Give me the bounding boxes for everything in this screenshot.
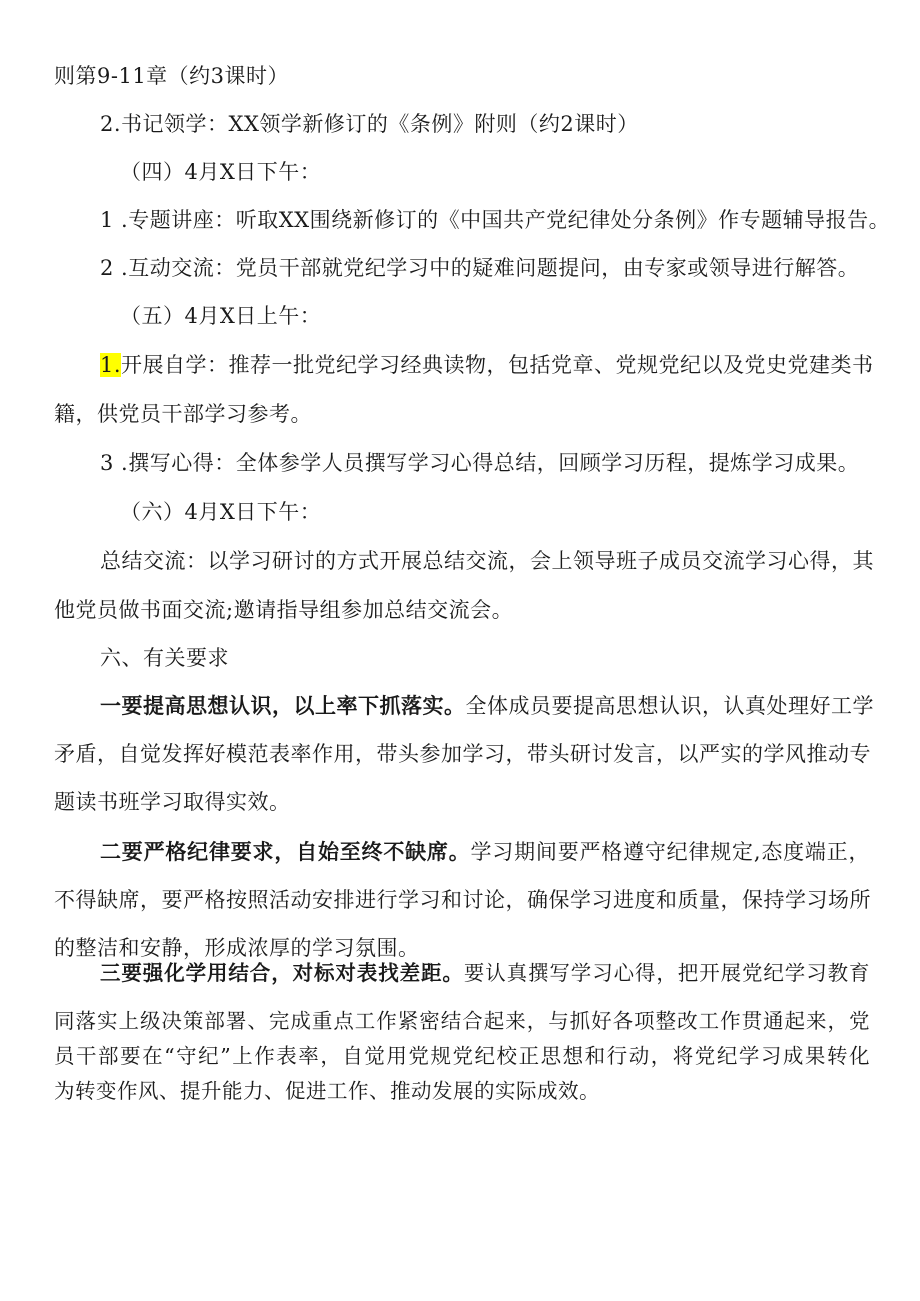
text-line: 总结交流：以学习研讨的方式开展总结交流，会上领导班子成员交流学习心得，其 bbox=[100, 549, 874, 573]
bold-lead: 二要严格纪律要求，自始至终不缺席。 bbox=[100, 839, 471, 864]
highlighted-text: 1. bbox=[100, 353, 122, 377]
text-line: 为转变作风、提升能力、促进工作、推动发展的实际成效。 bbox=[54, 1079, 600, 1103]
section-heading: （六）4月X日下午： bbox=[120, 500, 322, 524]
text-line: 2.书记领学：XX领学新修订的《条例》附则（约2课时） bbox=[100, 112, 639, 136]
text-line: 籍，供党员干部学习参考。 bbox=[54, 402, 312, 426]
text-line: 3 .撰写心得：全体参学人员撰写学习心得总结，回顾学习历程，提炼学习成果。 bbox=[100, 451, 860, 475]
chapter-heading: 六、有关要求 bbox=[100, 646, 229, 670]
text-line: 员干部要在“守纪”上作表率，自觉用党规党纪校正思想和行动，将党纪学习成果转化 bbox=[54, 1044, 870, 1068]
text-line: 2 .互动交流：党员干部就党纪学习中的疑难问题提问，由专家或领导进行解答。 bbox=[100, 256, 860, 280]
text-line: 不得缺席，要严格按照活动安排进行学习和讨论，确保学习进度和质量，保持学习场所 bbox=[54, 888, 871, 912]
text-line bbox=[100, 691, 874, 721]
bold-lead: 一要提高思想认识，以上率下抓落实。 bbox=[100, 693, 466, 718]
text-line bbox=[100, 350, 874, 380]
text-line bbox=[100, 956, 870, 990]
text-line: 1 .专题讲座：听取XX围绕新修订的《中国共产党纪律处分条例》作专题辅导报告。 bbox=[100, 208, 891, 232]
text-line: 则第9-11章（约3课时） bbox=[54, 64, 290, 88]
text-line: 的整洁和安静，形成浓厚的学习氛围。 bbox=[54, 936, 420, 960]
bold-lead: 三要强化学用结合，对标对表找差距。 bbox=[100, 961, 464, 985]
text-line: 矛盾，自觉发挥好模范表率作用，带头参加学习，带头研讨发言，以严实的学风推动专 bbox=[54, 742, 871, 766]
text-line-body: 要认真撰写学习心得，把开展党纪学习教育 bbox=[463, 961, 871, 985]
section-heading: （四）4月X日下午： bbox=[120, 160, 322, 184]
text-line bbox=[100, 837, 870, 867]
text-line-body: 全体成员要提高思想认识，认真处理好工学 bbox=[465, 694, 874, 718]
section-heading: （五）4月X日上午： bbox=[120, 304, 322, 328]
text-line-body: 学习期间要严格遵守纪律规定,态度端正， bbox=[470, 840, 870, 864]
text-line: 同落实上级决策部署、完成重点工作紧密结合起来，与抓好各项整改工作贯通起来，党 bbox=[54, 1009, 870, 1033]
text-line: 他党员做书面交流;邀请指导组参加总结交流会。 bbox=[54, 598, 514, 622]
text-line-body: 开展自学：推荐一批党纪学习经典读物，包括党章、党规党纪以及党史党建类书 bbox=[121, 353, 874, 377]
text-line: 题读书班学习取得实效。 bbox=[54, 790, 291, 814]
